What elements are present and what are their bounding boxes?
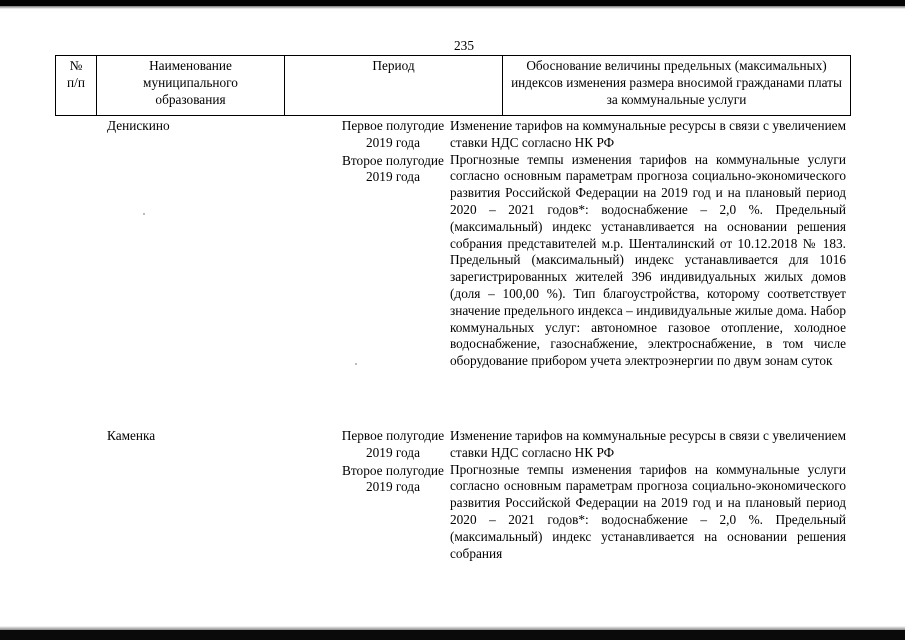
scan-border-top-shadow <box>0 6 905 9</box>
justification-forecast: Прогнозные темпы изменения тарифов на коммунальные услуги согласно основным параметрам прогноза социально-экономического развития Российской Федерации на 2019 год и на плановый период 2020 – 2021 годов*: водоснабжение – 2,0 %. Предельный (максимальный) индекс устанавливается на основании решения собрания представителей м.р. Шенталинский от 10.12.2018 № 183. Предельный (максимальный) индекс устанавливается для 1016 зарегистрированных жителей 396 индивидуальных жилых домов (доля – 100,00 %). Тип благоустройства, которому соответствует значение предельного индекса – индивидуальные жилые дома. Набор коммунальных услуг: автономное газовое отопление, холодное водоснабжение, газоснабжение, электроснабжение, в том числе оборудование прибором учета электроэнергии по двум зонам суток <box>450 151 846 369</box>
scan-speck <box>355 363 357 365</box>
justification-cell <box>450 118 846 370</box>
justification-tariff-change: Изменение тарифов на коммунальные ресурсы в связи с увеличением ставки НДС согласно НК РФ <box>450 428 846 460</box>
scan-border-bottom <box>0 630 905 640</box>
justification-cell <box>450 428 846 562</box>
header-justification-label: Обоснование величины предельных (максимальных) индексов изменения размера вносимой гражданами платы за коммунальные услуги <box>511 58 842 107</box>
period-second-half: Второе полугодие 2019 года <box>342 152 444 185</box>
header-number-label: № п/п <box>67 58 85 90</box>
municipality-name: Денискино <box>107 118 170 133</box>
header-municipality-label: Наименование муниципального образования <box>143 58 238 107</box>
header-number <box>56 56 97 115</box>
municipality-name: Каменка <box>107 428 156 443</box>
header-municipality <box>97 56 285 115</box>
table-header <box>55 55 851 116</box>
justification-tariff-change: Изменение тарифов на коммунальные ресурсы в связи с увеличением ставки НДС согласно НК РФ <box>450 118 846 150</box>
scan-speck <box>143 213 145 215</box>
period-second-half: Второе полугодие 2019 года <box>342 462 444 495</box>
justification-forecast: Прогнозные темпы изменения тарифов на коммунальные услуги согласно основным параметрам прогноза социально-экономического развития Российской Федерации на 2019 год и на плановый период 2020 – 2021 годов*: водоснабжение – 2,0 %. Предельный (максимальный) индекс устанавливается на основании решения собрания <box>450 461 846 561</box>
header-justification <box>503 56 850 115</box>
period-first-half: Первое полугодие 2019 года <box>341 118 445 150</box>
header-period <box>285 56 503 115</box>
page-number: 235 <box>454 38 474 53</box>
period-first-half: Первое полугодие 2019 года <box>341 428 445 460</box>
header-period-label: Период <box>372 58 415 73</box>
